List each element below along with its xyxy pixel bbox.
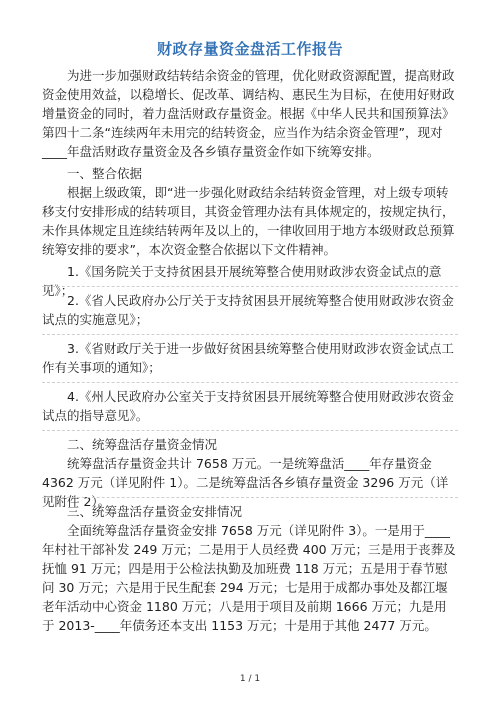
- status-paragraph: 统筹盘活存量资金共计 7658 万元。一是统筹盘活____年存量资金 4362 万元（详见附件 1）。二是统筹盘活各乡镇存量资金 3296 万元（详见附件 2）。: [42, 456, 449, 509]
- divider: [42, 286, 458, 287]
- intro-paragraph: 为进一步加强财政结转结余资金的管理，优化财政资源配置，提高财政资金使用效益，以稳增长、促改革、调结构、惠民生为目标，在使用好财政增量资金的同时，着力盘活财政存量资金。根据《中华人民共和国预算法》第四十二条“连续两年未用完的结转资金，应当作为结余资金管理”，现对____年盘活财政存量资金及各乡镇存量资金作如下统筹安排。: [42, 68, 455, 159]
- divider: [42, 382, 458, 383]
- list-item: 3.《省财政厅关于进一步做好贫困县统筹整合使用财政涉农资金试点工作有关事项的通知》；: [42, 341, 454, 375]
- page-number: 1 / 1: [239, 674, 261, 684]
- document-title: 财政存量资金盘活工作报告: [156, 40, 343, 58]
- basis-paragraph: 根据上级政策，即“进一步强化财政结余结转资金管理，对上级专项转移支付安排形成的结转项目，其资金管理办法有具体规定的，按规定执行，未作具体规定且连续结转两年及以上的，一律收回用于地方本级财政总预算统筹安排的要求”，本次资金整合依据以下文件精神。: [42, 185, 455, 257]
- divider: [42, 430, 458, 431]
- divider: [42, 497, 458, 498]
- list-item: 2.《省人民政府办公厅关于支持贫困县开展统筹整合使用财政涉农资金试点的实施意见》；: [42, 293, 454, 327]
- allocation-paragraph: 全面统筹盘活存量资金安排 7658 万元（详见附件 3）。一是用于____年村社干部补发 249 万元；二是用于人员经费 400 万元；三是用于丧葬及抚恤 91 万元；四是用于公检法执勤及加班费 118 万元；五是用于春节慰问 30 万元；六是用于民生配套 294 万元；七是用于成都办事处及都江堰老年活动中心资金 1180 万元；八是用于项目及前期 1666 万元；九是用于 2013-____年债务还本支出 1153 万元；十是用于其他 2477 万元。: [42, 523, 456, 633]
- list-item: 1.《国务院关于支持贫困县开展统筹整合使用财政涉农资金试点的意见》；: [42, 264, 442, 298]
- section-heading-status: 二、统筹盘活存量资金情况: [67, 437, 218, 452]
- list-item: 4.《州人民政府办公室关于支持贫困县开展统筹整合使用财政涉农资金试点的指导意见》。: [42, 389, 454, 423]
- section-heading-allocation: 三、统筹盘活存量资金安排情况: [67, 504, 243, 519]
- divider: [42, 334, 458, 335]
- section-heading-basis: 一、整合依据: [67, 166, 143, 181]
